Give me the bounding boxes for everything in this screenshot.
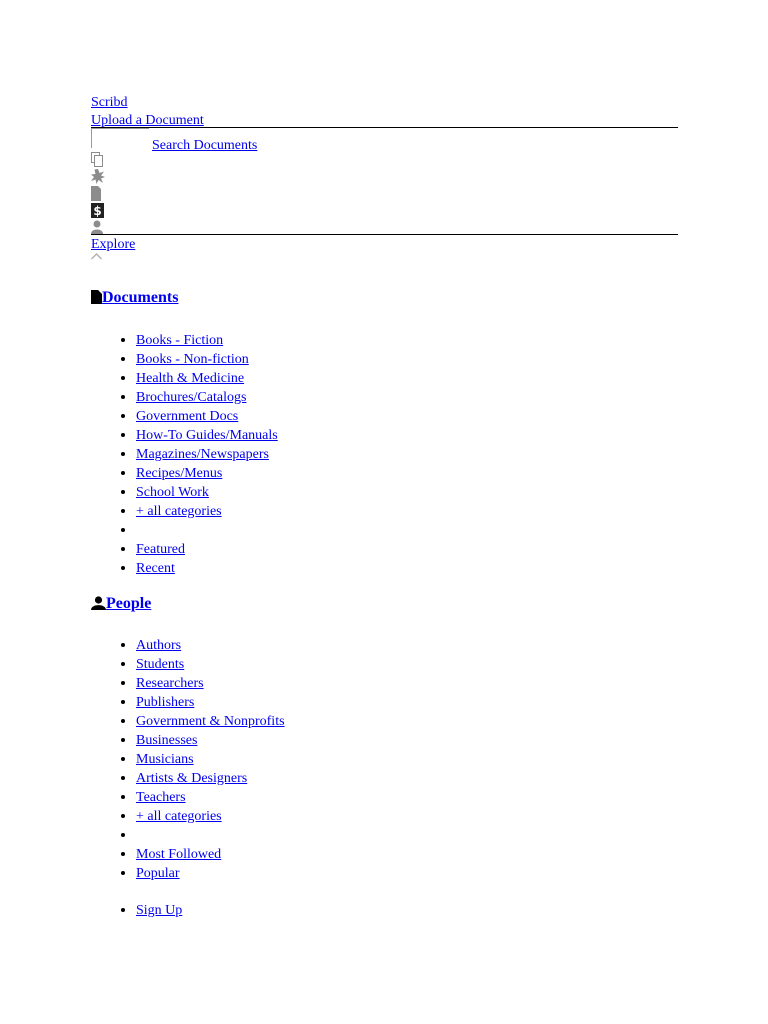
list-item [136, 844, 678, 863]
category-link[interactable]: Recipes/Menus [136, 466, 223, 481]
upload-document-link[interactable]: Upload a Document [91, 113, 204, 128]
most-followed-link[interactable]: Most Followed [136, 847, 222, 862]
list-item [136, 425, 678, 444]
list-item [136, 768, 678, 787]
list-item [136, 482, 678, 501]
person-icon [91, 596, 106, 616]
search-documents-button[interactable]: Search Documents [152, 138, 258, 153]
category-link[interactable]: Musicians [136, 752, 194, 767]
list-item [136, 806, 678, 825]
documents-section-link[interactable]: Documents [102, 289, 179, 306]
list-item [136, 330, 678, 349]
list-item [136, 673, 678, 692]
category-link[interactable]: Health & Medicine [136, 371, 245, 386]
list-item [136, 863, 678, 882]
list-item [136, 406, 678, 425]
list-item-empty [136, 520, 678, 539]
category-link[interactable]: How-To Guides/Manuals [136, 428, 278, 443]
all-categories-link[interactable]: + all categories [136, 809, 222, 824]
list-item [136, 730, 678, 749]
search-bar [91, 128, 678, 151]
people-section-link[interactable]: People [106, 595, 152, 612]
category-link[interactable]: Publishers [136, 695, 195, 710]
people-section-heading [91, 594, 678, 616]
category-link[interactable]: Magazines/Newspapers [136, 447, 269, 462]
category-link[interactable]: Researchers [136, 676, 204, 691]
page-icon [91, 290, 102, 310]
sign-up-link[interactable]: Sign Up [136, 903, 183, 918]
list-item [136, 558, 678, 577]
nav-divider [91, 234, 678, 235]
category-link[interactable]: Students [136, 657, 185, 672]
list-item [136, 368, 678, 387]
list-item [136, 749, 678, 768]
featured-link[interactable]: Featured [136, 542, 185, 557]
all-categories-link[interactable]: + all categories [136, 504, 222, 519]
documents-category-list [91, 330, 678, 577]
explore-link[interactable]: Explore [91, 237, 136, 252]
list-item [136, 787, 678, 806]
category-link[interactable]: Government Docs [136, 409, 239, 424]
category-link[interactable]: Books - Fiction [136, 333, 224, 348]
page-nav-item[interactable] [91, 185, 678, 202]
list-item [136, 387, 678, 406]
list-item [136, 711, 678, 730]
list-item [136, 463, 678, 482]
dollar-nav-item[interactable] [91, 202, 678, 219]
category-link[interactable]: Authors [136, 638, 182, 653]
documents-section-heading [91, 288, 678, 310]
people-category-list [91, 635, 678, 882]
account-list [91, 900, 678, 919]
list-item [136, 501, 678, 520]
category-link[interactable]: Books - Non-fiction [136, 352, 249, 367]
recent-link[interactable]: Recent [136, 561, 175, 576]
category-link[interactable]: School Work [136, 485, 209, 500]
popular-link[interactable]: Popular [136, 866, 180, 881]
splat-nav-item[interactable] [91, 168, 678, 185]
list-item [136, 900, 678, 919]
list-item [136, 654, 678, 673]
scribd-home-link[interactable]: Scribd [91, 95, 128, 110]
search-input[interactable] [91, 128, 149, 148]
category-link[interactable]: Artists & Designers [136, 771, 248, 786]
list-item [136, 635, 678, 654]
category-link[interactable]: Teachers [136, 790, 186, 805]
category-link[interactable]: Brochures/Catalogs [136, 390, 247, 405]
category-link[interactable]: Businesses [136, 733, 198, 748]
list-item [136, 692, 678, 711]
documents-nav-item[interactable] [91, 151, 678, 168]
category-link[interactable]: Government & Nonprofits [136, 714, 285, 729]
list-item [136, 349, 678, 368]
page [91, 94, 678, 919]
list-item [136, 444, 678, 463]
svg-text:$: $ [93, 204, 102, 218]
explore-toggle[interactable] [91, 254, 678, 264]
person-nav-item[interactable] [91, 219, 678, 234]
list-item-empty [136, 825, 678, 844]
list-item [136, 539, 678, 558]
